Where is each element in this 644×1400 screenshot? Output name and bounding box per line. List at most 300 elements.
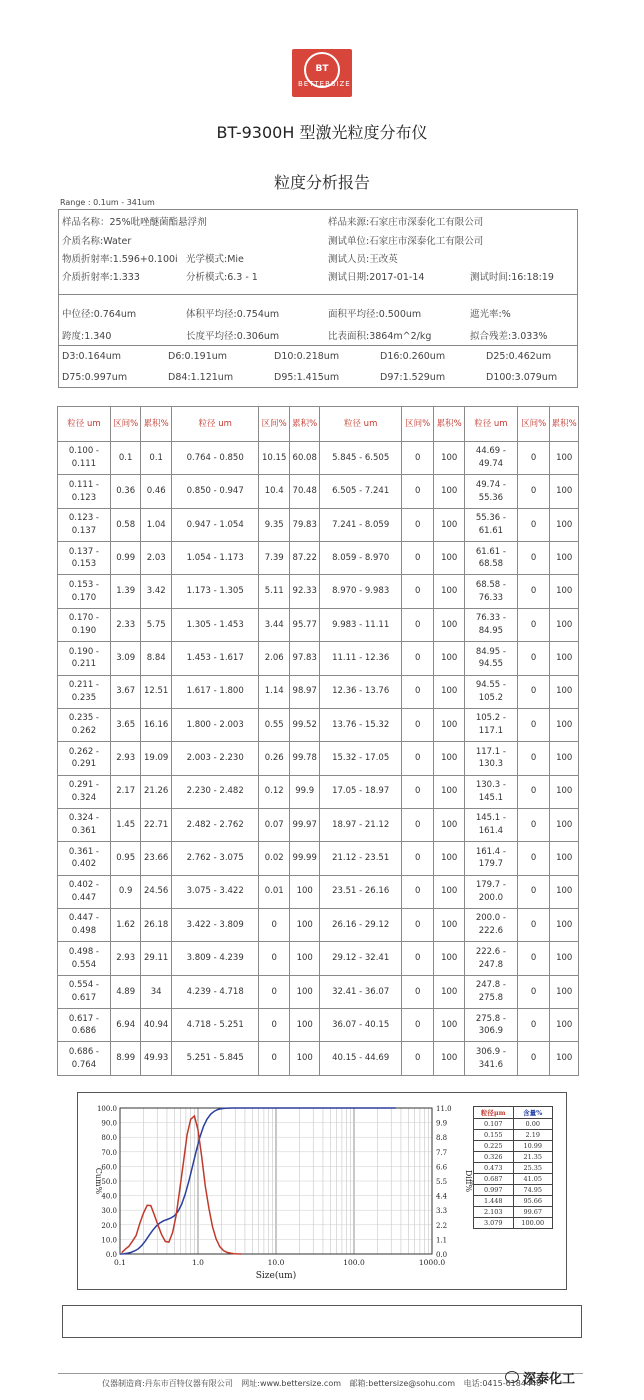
footer-email: 邮箱:bettersize@sohu.com: [349, 1379, 456, 1388]
table-cell: 0: [401, 575, 434, 608]
y-tick-label-right: 0.0: [436, 1251, 448, 1259]
table-row: [58, 775, 579, 808]
table-cell: 0: [401, 742, 434, 775]
summary-cell: 0.997: [474, 1185, 514, 1196]
logo-text: BETTERSIZE: [298, 80, 351, 88]
table-cell: 0.235 - 0.262: [58, 708, 111, 741]
table-cell: 1.45: [110, 808, 141, 841]
table-cell: 100: [550, 775, 579, 808]
distribution-table: [57, 406, 579, 1076]
table-row: [58, 508, 579, 541]
tester: 测试人员:王改英: [328, 254, 398, 265]
x-tick-label: 1.0: [192, 1258, 204, 1267]
summary-cell: 0.00: [513, 1119, 553, 1130]
table-cell: 100: [289, 875, 320, 908]
table-cell: 100: [434, 808, 465, 841]
d10: D10:0.218um: [274, 351, 340, 362]
table-cell: 2.93: [110, 942, 141, 975]
table-cell: 3.65: [110, 708, 141, 741]
sample-name: 样品名称：25%吡唑醚菌酯悬浮剂: [62, 217, 207, 228]
brand-watermark: 深泰化工: [523, 1372, 576, 1387]
range-label: Range : 0.1um - 341um: [60, 198, 155, 207]
obscuration: 遮光率:%: [470, 309, 511, 320]
table-cell: 100: [289, 909, 320, 942]
sample-source: 样品来源:石家庄市深泰化工有限公司: [328, 217, 484, 228]
table-cell: 0: [517, 942, 550, 975]
table-cell: 0: [401, 909, 434, 942]
table-cell: 100: [550, 975, 579, 1008]
table-cell: 3.44: [259, 608, 290, 641]
table-cell: 1.800 - 2.003: [171, 708, 259, 741]
table-header-cell: 区间%: [110, 407, 141, 442]
summary-table: [473, 1106, 553, 1229]
table-cell: 6.94: [110, 1009, 141, 1042]
table-cell: 2.33: [110, 608, 141, 641]
table-cell: 0: [517, 909, 550, 942]
summary-row: [474, 1218, 553, 1229]
table-cell: 2.17: [110, 775, 141, 808]
table-cell: 100: [550, 942, 579, 975]
table-cell: 2.003 - 2.230: [171, 742, 259, 775]
table-cell: 100: [289, 1009, 320, 1042]
table-cell: 0: [401, 608, 434, 641]
table-cell: 0: [401, 1042, 434, 1076]
table-cell: 117.1 - 130.3: [464, 742, 517, 775]
table-cell: 21.26: [141, 775, 172, 808]
table-cell: 0: [401, 508, 434, 541]
table-cell: 12.36 - 13.76: [320, 675, 401, 708]
table-cell: 105.2 - 117.1: [464, 708, 517, 741]
table-cell: 16.16: [141, 708, 172, 741]
table-row: [58, 942, 579, 975]
table-cell: 0: [517, 1009, 550, 1042]
table-cell: 0.01: [259, 875, 290, 908]
table-cell: 0.554 - 0.617: [58, 975, 111, 1008]
table-row: [58, 975, 579, 1008]
report-title: 粒度分析报告: [273, 173, 370, 192]
table-cell: 100: [434, 975, 465, 1008]
table-cell: 34: [141, 975, 172, 1008]
x-tick-label: 0.1: [114, 1258, 126, 1267]
table-row: [58, 909, 579, 942]
table-cell: 0: [259, 1009, 290, 1042]
table-cell: 9.35: [259, 508, 290, 541]
table-cell: 3.075 - 3.422: [171, 875, 259, 908]
table-cell: 4.718 - 5.251: [171, 1009, 259, 1042]
table-cell: 2.230 - 2.482: [171, 775, 259, 808]
summary-cell: 2.19: [513, 1130, 553, 1141]
table-cell: 100: [434, 575, 465, 608]
summary-cell: 25.35: [513, 1163, 553, 1174]
table-row: [58, 742, 579, 775]
footer-maker: 仪器制造商:丹东市百特仪器有限公司: [102, 1379, 233, 1388]
table-cell: 0: [517, 742, 550, 775]
table-header-cell: 区间%: [401, 407, 434, 442]
table-cell: 100: [434, 909, 465, 942]
summary-row: [474, 1207, 553, 1218]
wechat-icon: [505, 1371, 519, 1383]
table-cell: 100: [434, 442, 465, 475]
table-cell: 100: [289, 942, 320, 975]
table-cell: 275.8 - 306.9: [464, 1009, 517, 1042]
optical-mode: 光学模式:Mie: [186, 254, 244, 265]
table-header-cell: 区间%: [259, 407, 290, 442]
table-cell: 0.137 - 0.153: [58, 542, 111, 575]
table-cell: 36.07 - 40.15: [320, 1009, 401, 1042]
table-cell: 0.02: [259, 842, 290, 875]
summary-cell: 2.103: [474, 1207, 514, 1218]
table-cell: 32.41 - 36.07: [320, 975, 401, 1008]
table-cell: 0: [517, 842, 550, 875]
table-cell: 0.111 - 0.123: [58, 475, 111, 508]
table-cell: 0: [401, 808, 434, 841]
table-cell: 55.36 - 61.61: [464, 508, 517, 541]
d95: D95:1.415um: [274, 372, 340, 383]
summary-cell: 0.326: [474, 1152, 514, 1163]
table-cell: 0: [517, 975, 550, 1008]
table-cell: 0.262 - 0.291: [58, 742, 111, 775]
y-tick-label-left: 80.0: [101, 1134, 117, 1143]
table-cell: 100: [550, 575, 579, 608]
info-divider-2: [58, 345, 578, 346]
y-tick-label-right: 5.5: [436, 1178, 448, 1186]
summary-cell: 0.687: [474, 1174, 514, 1185]
table-cell: 95.77: [289, 608, 320, 641]
table-cell: 0: [401, 542, 434, 575]
y-tick-label-right: 3.3: [436, 1207, 448, 1216]
d25: D25:0.462um: [486, 351, 552, 362]
table-cell: 7.241 - 8.059: [320, 508, 401, 541]
table-cell: 13.76 - 15.32: [320, 708, 401, 741]
table-cell: 0: [517, 1042, 550, 1076]
table-row: [58, 842, 579, 875]
fit-residual: 拟合残差:3.033%: [470, 331, 548, 342]
table-cell: 19.09: [141, 742, 172, 775]
info-divider-1: [58, 294, 578, 295]
summary-row: [474, 1196, 553, 1207]
table-header-row: [58, 407, 579, 442]
table-cell: 100: [550, 1042, 579, 1076]
y-tick-label-right: 6.6: [436, 1163, 448, 1172]
table-cell: 179.7 - 200.0: [464, 875, 517, 908]
table-row: [58, 442, 579, 475]
table-cell: 0.291 - 0.324: [58, 775, 111, 808]
instrument-title: BT-9300H 型激光粒度分布仪: [216, 123, 428, 142]
table-cell: 100: [434, 842, 465, 875]
table-cell: 0.1: [141, 442, 172, 475]
d97: D97:1.529um: [380, 372, 446, 383]
table-cell: 100: [550, 442, 579, 475]
table-cell: 0: [517, 675, 550, 708]
summary-header-cell: 含量%: [513, 1107, 553, 1119]
table-row: [58, 575, 579, 608]
table-cell: 1.62: [110, 909, 141, 942]
table-cell: 100: [550, 708, 579, 741]
table-cell: 18.97 - 21.12: [320, 808, 401, 841]
table-cell: 0: [401, 442, 434, 475]
table-cell: 84.95 - 94.55: [464, 642, 517, 675]
table-cell: 1.39: [110, 575, 141, 608]
table-cell: 49.93: [141, 1042, 172, 1076]
table-cell: 0: [401, 942, 434, 975]
table-cell: 100: [434, 675, 465, 708]
comment-box: [62, 1305, 582, 1338]
median-diameter: 中位径:0.764um: [62, 309, 137, 320]
table-cell: 40.15 - 44.69: [320, 1042, 401, 1076]
table-cell: 100: [434, 608, 465, 641]
table-cell: 247.8 - 275.8: [464, 975, 517, 1008]
table-row: [58, 642, 579, 675]
table-cell: 0: [517, 808, 550, 841]
table-cell: 161.4 - 179.7: [464, 842, 517, 875]
table-cell: 0.402 - 0.447: [58, 875, 111, 908]
table-cell: 0: [401, 475, 434, 508]
table-cell: 10.4: [259, 475, 290, 508]
summary-cell: 0.155: [474, 1130, 514, 1141]
table-cell: 68.58 - 76.33: [464, 575, 517, 608]
y-tick-label-left: 0.0: [105, 1251, 117, 1259]
summary-row: [474, 1185, 553, 1196]
table-cell: 222.6 - 247.8: [464, 942, 517, 975]
table-cell: 8.99: [110, 1042, 141, 1076]
summary-row: [474, 1119, 553, 1130]
table-cell: 3.422 - 3.809: [171, 909, 259, 942]
summary-cell: 41.05: [513, 1174, 553, 1185]
y-axis-label-right: Diff%: [464, 1169, 473, 1193]
y-tick-label-left: 90.0: [101, 1119, 117, 1128]
specific-surface-area: 比表面积:3864m^2/kg: [328, 331, 432, 342]
table-cell: 0: [259, 1042, 290, 1076]
table-row: [58, 875, 579, 908]
table-row: [58, 1009, 579, 1042]
table-cell: 99.97: [289, 808, 320, 841]
table-cell: 4.239 - 4.718: [171, 975, 259, 1008]
summary-cell: 3.079: [474, 1218, 514, 1229]
table-cell: 1.054 - 1.173: [171, 542, 259, 575]
refractive-index: 物质折射率:1.596+0.100i: [62, 254, 178, 265]
table-cell: 7.39: [259, 542, 290, 575]
table-cell: 2.482 - 2.762: [171, 808, 259, 841]
table-cell: 0.9: [110, 875, 141, 908]
table-cell: 76.33 - 84.95: [464, 608, 517, 641]
x-tick-label: 10.0: [267, 1258, 285, 1267]
table-cell: 99.99: [289, 842, 320, 875]
table-cell: 0: [517, 642, 550, 675]
table-cell: 0: [517, 575, 550, 608]
table-row: [58, 475, 579, 508]
d100: D100:3.079um: [486, 372, 558, 383]
analysis-mode: 分析模式:6.3 - 1: [186, 272, 258, 283]
table-cell: 79.83: [289, 508, 320, 541]
table-header-cell: 累积%: [434, 407, 465, 442]
summary-header-row: [474, 1107, 553, 1119]
table-cell: 1.305 - 1.453: [171, 608, 259, 641]
summary-cell: 95.66: [513, 1196, 553, 1207]
table-cell: 0: [401, 642, 434, 675]
y-tick-label-left: 100.0: [96, 1105, 117, 1113]
d75: D75:0.997um: [62, 372, 128, 383]
table-header-cell: 粒径 um: [464, 407, 517, 442]
table-cell: 99.52: [289, 708, 320, 741]
summary-cell: 74.95: [513, 1185, 553, 1196]
table-cell: 97.83: [289, 642, 320, 675]
table-cell: 0.617 - 0.686: [58, 1009, 111, 1042]
table-row: [58, 808, 579, 841]
table-cell: 0.361 - 0.402: [58, 842, 111, 875]
table-cell: 12.51: [141, 675, 172, 708]
table-cell: 44.69 - 49.74: [464, 442, 517, 475]
y-tick-label-right: 11.0: [436, 1105, 452, 1113]
y-tick-label-left: 10.0: [101, 1236, 117, 1245]
table-cell: 0: [517, 608, 550, 641]
d16: D16:0.260um: [380, 351, 446, 362]
logo-mark: BT: [315, 64, 329, 74]
differential-curve: [122, 1116, 242, 1254]
summary-cell: 0.473: [474, 1163, 514, 1174]
table-cell: 0: [401, 775, 434, 808]
table-cell: 0: [517, 442, 550, 475]
medium-name: 介质名称:Water: [62, 236, 132, 247]
table-cell: 0: [517, 775, 550, 808]
table-cell: 87.22: [289, 542, 320, 575]
span: 跨度:1.340: [62, 331, 112, 342]
x-tick-label: 100.0: [343, 1258, 365, 1267]
table-header-cell: 粒径 um: [58, 407, 111, 442]
table-cell: 17.05 - 18.97: [320, 775, 401, 808]
table-row: [58, 708, 579, 741]
test-time: 测试时间:16:18:19: [470, 272, 554, 283]
table-cell: 100: [550, 475, 579, 508]
table-cell: 5.251 - 5.845: [171, 1042, 259, 1076]
table-cell: 0: [401, 708, 434, 741]
table-cell: 24.56: [141, 875, 172, 908]
table-cell: 0: [517, 708, 550, 741]
summary-row: [474, 1141, 553, 1152]
distribution-chart: [90, 1100, 473, 1285]
table-cell: 29.12 - 32.41: [320, 942, 401, 975]
table-cell: 100: [434, 542, 465, 575]
test-unit: 测试单位:石家庄市深泰化工有限公司: [328, 236, 484, 247]
table-cell: 0: [517, 542, 550, 575]
table-cell: 5.11: [259, 575, 290, 608]
footer-website: 网址:www.bettersize.com: [241, 1379, 342, 1388]
table-cell: 0: [517, 508, 550, 541]
table-cell: 0: [401, 975, 434, 1008]
y-tick-label-right: 7.7: [436, 1148, 448, 1157]
table-cell: 306.9 - 341.6: [464, 1042, 517, 1076]
table-cell: 99.78: [289, 742, 320, 775]
y-tick-label-right: 8.8: [436, 1134, 448, 1143]
table-cell: 11.11 - 12.36: [320, 642, 401, 675]
table-cell: 1.04: [141, 508, 172, 541]
summary-cell: 100.00: [513, 1218, 553, 1229]
table-row: [58, 608, 579, 641]
y-tick-label-left: 30.0: [101, 1207, 117, 1216]
table-cell: 0: [401, 875, 434, 908]
table-cell: 100: [550, 842, 579, 875]
summary-cell: 0.107: [474, 1119, 514, 1130]
table-cell: 130.3 - 145.1: [464, 775, 517, 808]
summary-cell: 1.448: [474, 1196, 514, 1207]
table-cell: 100: [550, 742, 579, 775]
table-cell: 100: [550, 675, 579, 708]
table-cell: 0.153 - 0.170: [58, 575, 111, 608]
table-cell: 5.75: [141, 608, 172, 641]
table-header-cell: 区间%: [517, 407, 550, 442]
y-tick-label-left: 70.0: [101, 1148, 117, 1157]
y-tick-label-left: 40.0: [101, 1192, 117, 1201]
area-mean-diameter: 面积平均径:0.500um: [328, 309, 422, 320]
table-cell: 9.983 - 11.11: [320, 608, 401, 641]
table-header-cell: 粒径 um: [171, 407, 259, 442]
table-cell: 100: [550, 909, 579, 942]
length-mean-diameter: 长度平均径:0.306um: [186, 331, 280, 342]
x-axis-label: Size(um): [255, 1271, 297, 1281]
table-cell: 100: [434, 508, 465, 541]
summary-cell: 0.225: [474, 1141, 514, 1152]
table-cell: 0.55: [259, 708, 290, 741]
table-cell: 0: [259, 909, 290, 942]
x-tick-label: 1000.0: [418, 1258, 446, 1267]
table-cell: 0.447 - 0.498: [58, 909, 111, 942]
table-cell: 0.12: [259, 775, 290, 808]
y-tick-label-right: 9.9: [436, 1119, 448, 1128]
table-cell: 100: [434, 942, 465, 975]
y-tick-label-right: 1.1: [436, 1236, 448, 1245]
table-cell: 0.100 - 0.111: [58, 442, 111, 475]
table-cell: 0.46: [141, 475, 172, 508]
table-cell: 0.170 - 0.190: [58, 608, 111, 641]
table-cell: 2.762 - 3.075: [171, 842, 259, 875]
table-cell: 145.1 - 161.4: [464, 808, 517, 841]
table-cell: 100: [550, 808, 579, 841]
table-cell: 23.66: [141, 842, 172, 875]
table-cell: 100: [289, 1042, 320, 1076]
table-header-cell: 累积%: [550, 407, 579, 442]
footer-phone: 电话:0415-6184440: [463, 1379, 542, 1388]
d84: D84:1.121um: [168, 372, 234, 383]
table-row: [58, 542, 579, 575]
table-cell: 61.61 - 68.58: [464, 542, 517, 575]
table-cell: 100: [434, 742, 465, 775]
table-cell: 0.123 - 0.137: [58, 508, 111, 541]
table-row: [58, 1042, 579, 1076]
table-cell: 100: [434, 708, 465, 741]
table-cell: 0.498 - 0.554: [58, 942, 111, 975]
table-cell: 23.51 - 26.16: [320, 875, 401, 908]
table-cell: 100: [550, 875, 579, 908]
y-tick-label-left: 20.0: [101, 1221, 117, 1230]
table-cell: 99.9: [289, 775, 320, 808]
table-header-cell: 累积%: [141, 407, 172, 442]
table-cell: 0.947 - 1.054: [171, 508, 259, 541]
table-cell: 100: [550, 1009, 579, 1042]
table-cell: 0: [517, 475, 550, 508]
y-tick-label-right: 4.4: [436, 1192, 448, 1201]
table-cell: 0.764 - 0.850: [171, 442, 259, 475]
volume-mean-diameter: 体积平均径:0.754um: [186, 309, 280, 320]
summary-header-cell: 粒径μm: [474, 1107, 514, 1119]
summary-cell: 99.67: [513, 1207, 553, 1218]
table-cell: 10.15: [259, 442, 290, 475]
table-cell: 200.0 - 222.6: [464, 909, 517, 942]
table-row: [58, 675, 579, 708]
table-cell: 8.059 - 8.970: [320, 542, 401, 575]
table-cell: 100: [434, 1042, 465, 1076]
table-cell: 0.686 - 0.764: [58, 1042, 111, 1076]
table-cell: 100: [434, 475, 465, 508]
table-cell: 1.617 - 1.800: [171, 675, 259, 708]
